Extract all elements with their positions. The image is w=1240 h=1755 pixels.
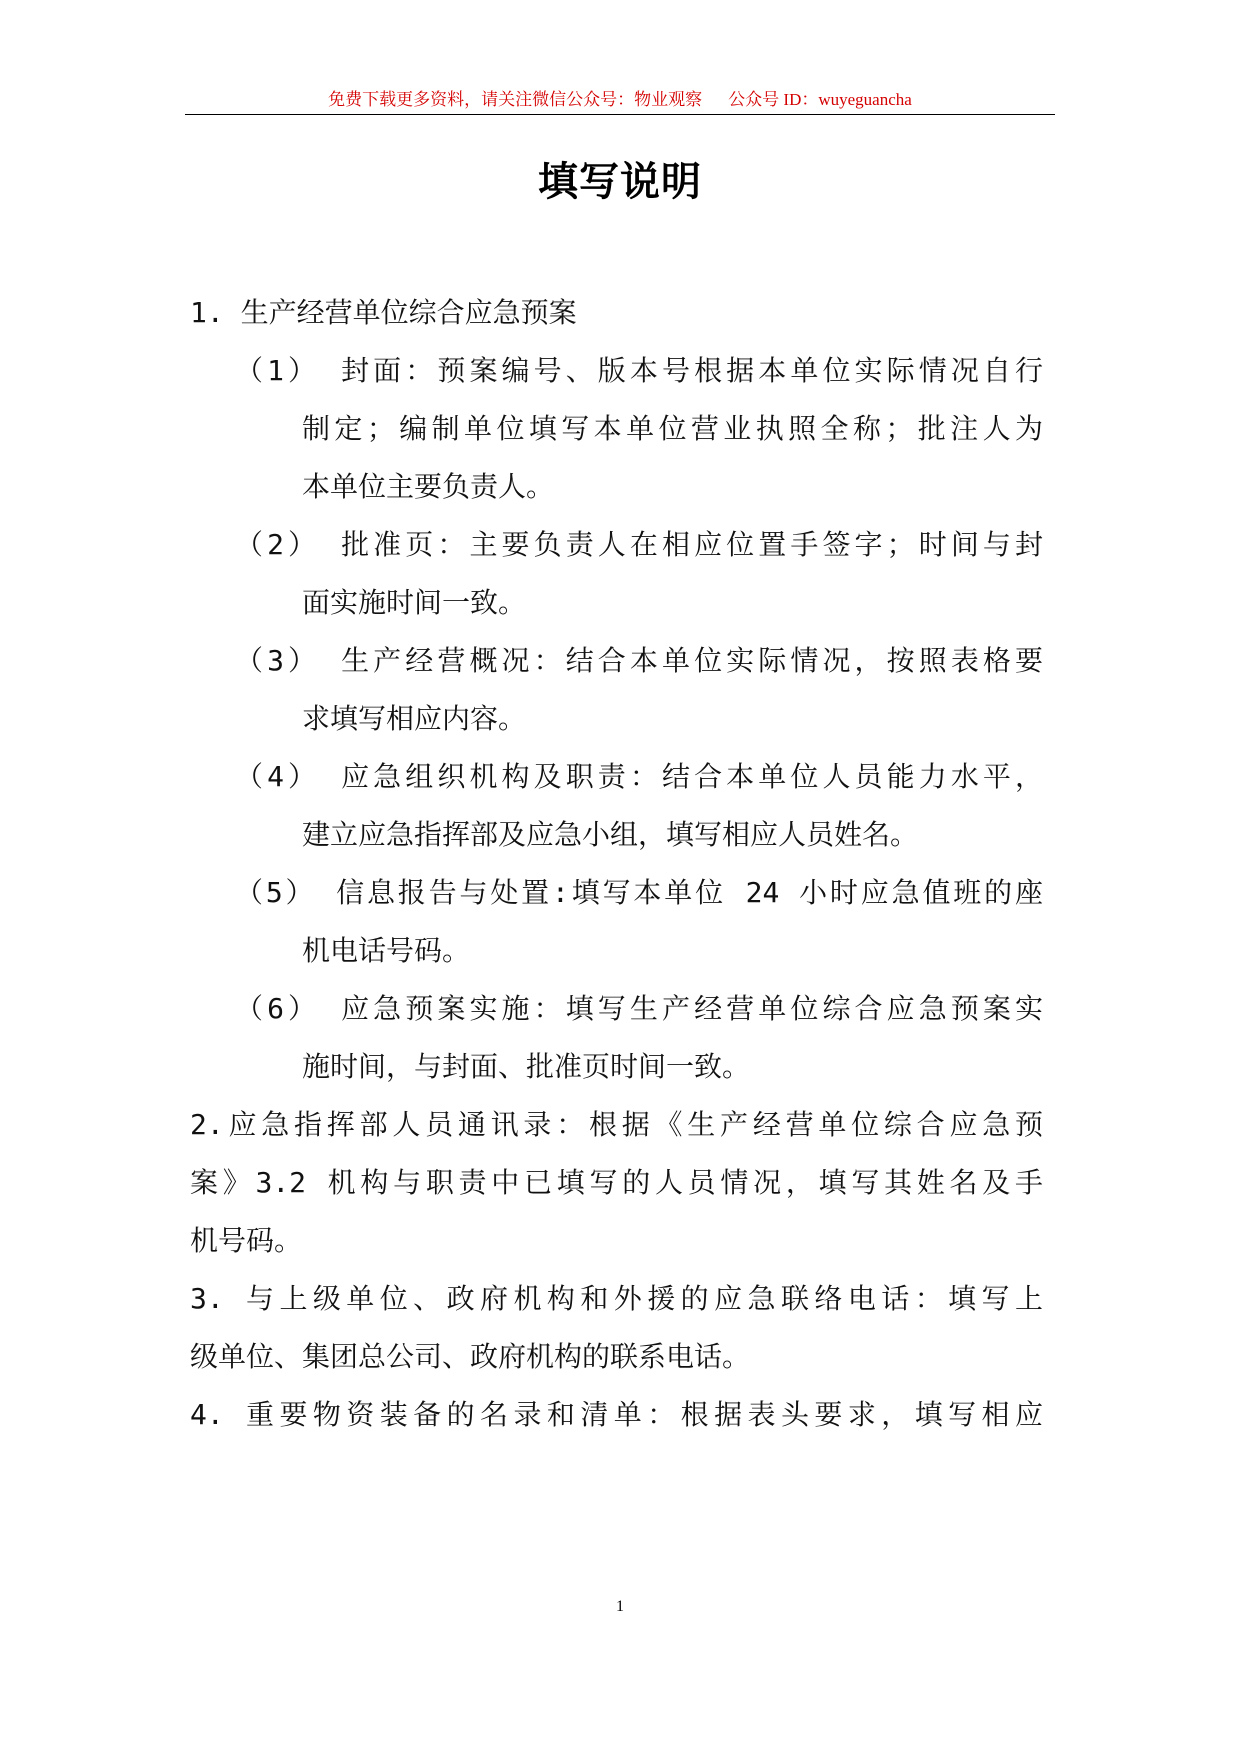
item-5-line-1: （5） 信息报告与处置:填写本单位 24 小时应急值班的座 — [235, 876, 1043, 909]
header-account-id: 公众号 ID：wuyeguancha — [728, 90, 912, 109]
item-3-line-1: （3） 生产经营概况：结合本单位实际情况，按照表格要 — [235, 644, 1043, 677]
section-3-line-1: 3. 与上级单位、政府机构和外援的应急联络电话：填写上 — [190, 1282, 1043, 1315]
section-2-line-1: 2.应急指挥部人员通讯录：根据《生产经营单位综合应急预 — [190, 1108, 1043, 1141]
item-1-line-2: 制定；编制单位填写本单位营业执照全称；批注人为 — [302, 412, 1043, 445]
item-4-line-2: 建立应急指挥部及应急小组，填写相应人员姓名。 — [302, 818, 919, 851]
header-promo-text: 免费下载更多资料，请关注微信公众号：物业观察 — [328, 90, 703, 109]
section-4-line-1: 4. 重要物资装备的名录和清单：根据表头要求，填写相应 — [190, 1398, 1043, 1431]
item-5-line-2: 机电话号码。 — [302, 934, 471, 967]
page-header — [185, 86, 1055, 114]
item-6-line-2: 施时间，与封面、批准页时间一致。 — [302, 1050, 751, 1083]
page-title: 填写说明 — [538, 159, 702, 205]
item-2-line-2: 面实施时间一致。 — [302, 586, 527, 619]
item-3-line-2: 求填写相应内容。 — [302, 702, 527, 735]
section-2-line-2: 案》3.2 机构与职责中已填写的人员情况，填写其姓名及手 — [190, 1166, 1043, 1199]
section-1-heading: 1. 生产经营单位综合应急预案 — [190, 296, 577, 329]
item-4-line-1: （4） 应急组织机构及职责：结合本单位人员能力水平， — [235, 760, 1043, 793]
header-rule — [185, 114, 1055, 115]
item-1-line-3: 本单位主要负责人。 — [302, 470, 555, 503]
section-3-line-2: 级单位、集团总公司、政府机构的联系电话。 — [190, 1340, 751, 1373]
item-6-line-1: （6） 应急预案实施：填写生产经营单位综合应急预案实 — [235, 992, 1043, 1025]
item-1-line-1: （1） 封面：预案编号、版本号根据本单位实际情况自行 — [235, 354, 1043, 387]
page-number: 1 — [616, 1598, 624, 1615]
section-2-line-3: 机号码。 — [190, 1224, 303, 1257]
item-2-line-1: （2） 批准页：主要负责人在相应位置手签字；时间与封 — [235, 528, 1043, 561]
